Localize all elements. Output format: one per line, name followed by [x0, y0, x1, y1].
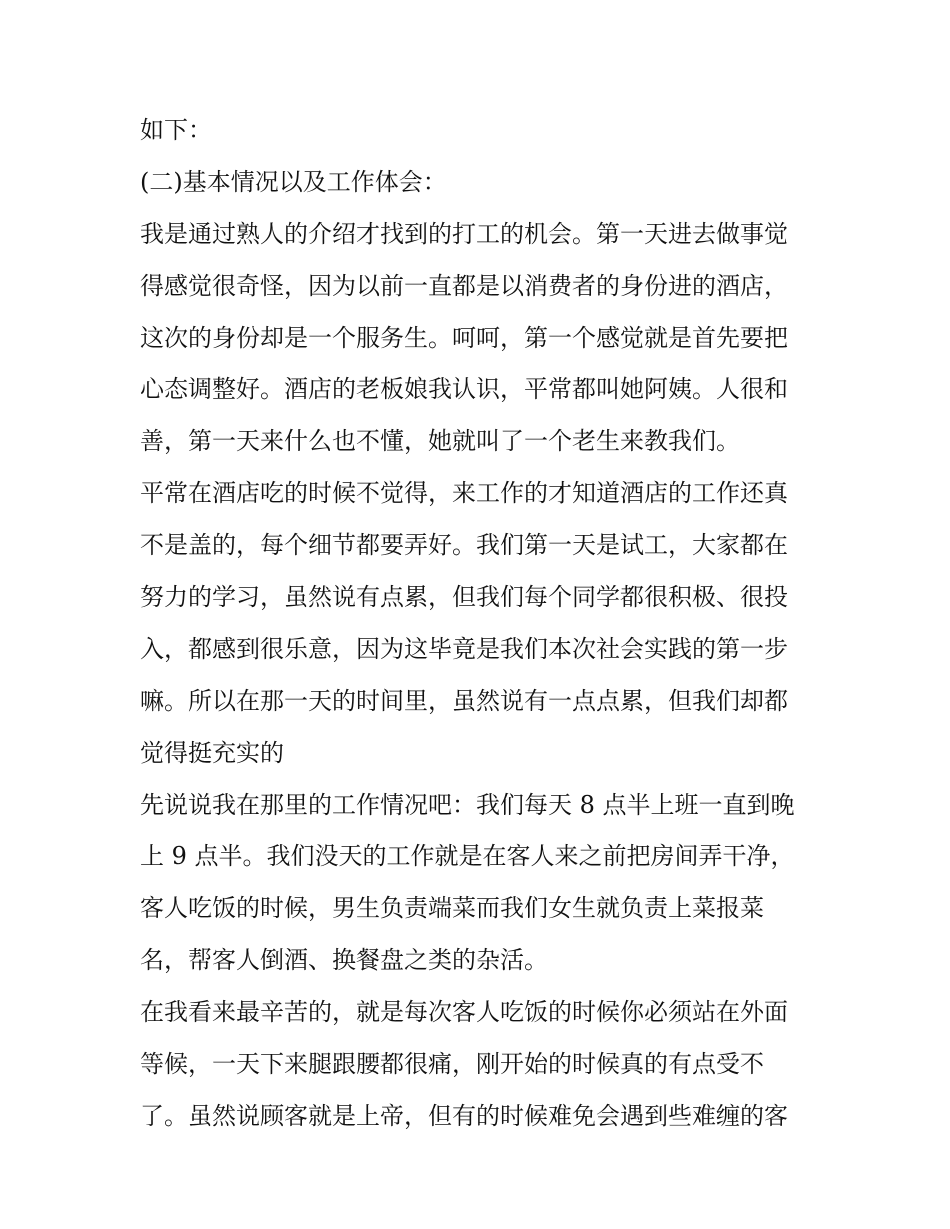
text-line: 觉得挺充实的 — [140, 738, 284, 767]
section-heading: (二)基本情况以及工作体会： — [140, 167, 447, 196]
text-line: 客人吃饭的时候，男生负责端菜而我们女生就负责上菜报菜 — [140, 894, 764, 923]
text-line: 不是盖的，每个细节都要弄好。我们第一天是试工，大家都在 — [140, 531, 788, 560]
text-line: 这次的身份却是一个服务生。呵呵，第一个感觉就是首先要把 — [140, 323, 788, 352]
text-line: 心态调整好。酒店的老板娘我认识，平常都叫她阿姨。人很和 — [140, 375, 788, 404]
text-line: 了。虽然说顾客就是上帝，但有的时候难免会遇到些难缠的客 — [140, 1101, 788, 1130]
text-line: 我是通过熟人的介绍才找到的打工的机会。第一天进去做事觉 — [140, 219, 788, 248]
text-line: 平常在酒店吃的时候不觉得，来工作的才知道酒店的工作还真 — [140, 479, 788, 508]
text-line: 入，都感到很乐意，因为这毕竟是我们本次社会实践的第一步 — [140, 634, 788, 663]
text-line: 努力的学习，虽然说有点累，但我们每个同学都很积极、很投 — [140, 583, 788, 612]
text-line: 等候，一天下来腿跟腰都很痛，刚开始的时候真的有点受不 — [140, 1050, 764, 1079]
text-line: 在我看来最辛苦的，就是每次客人吃饭的时候你必须站在外面 — [140, 998, 788, 1027]
text-line: 善，第一天来什么也不懂，她就叫了一个老生来教我们。 — [140, 427, 740, 456]
text-line: 嘛。所以在那一天的时间里，虽然说有一点点累，但我们却都 — [140, 686, 788, 715]
text-line: 上 9 点半。我们没天的工作就是在客人来之前把房间弄干净， — [140, 842, 795, 871]
text-line: 先说说我在那里的工作情况吧：我们每天 8 点半上班一直到晚 — [140, 790, 795, 819]
document-body — [140, 105, 820, 1143]
text-line: 名，帮客人倒酒、换餐盘之类的杂活。 — [140, 946, 548, 975]
text-line: 如下： — [140, 116, 212, 144]
text-line: 得感觉很奇怪，因为以前一直都是以消费者的身份进的酒店， — [140, 271, 788, 300]
